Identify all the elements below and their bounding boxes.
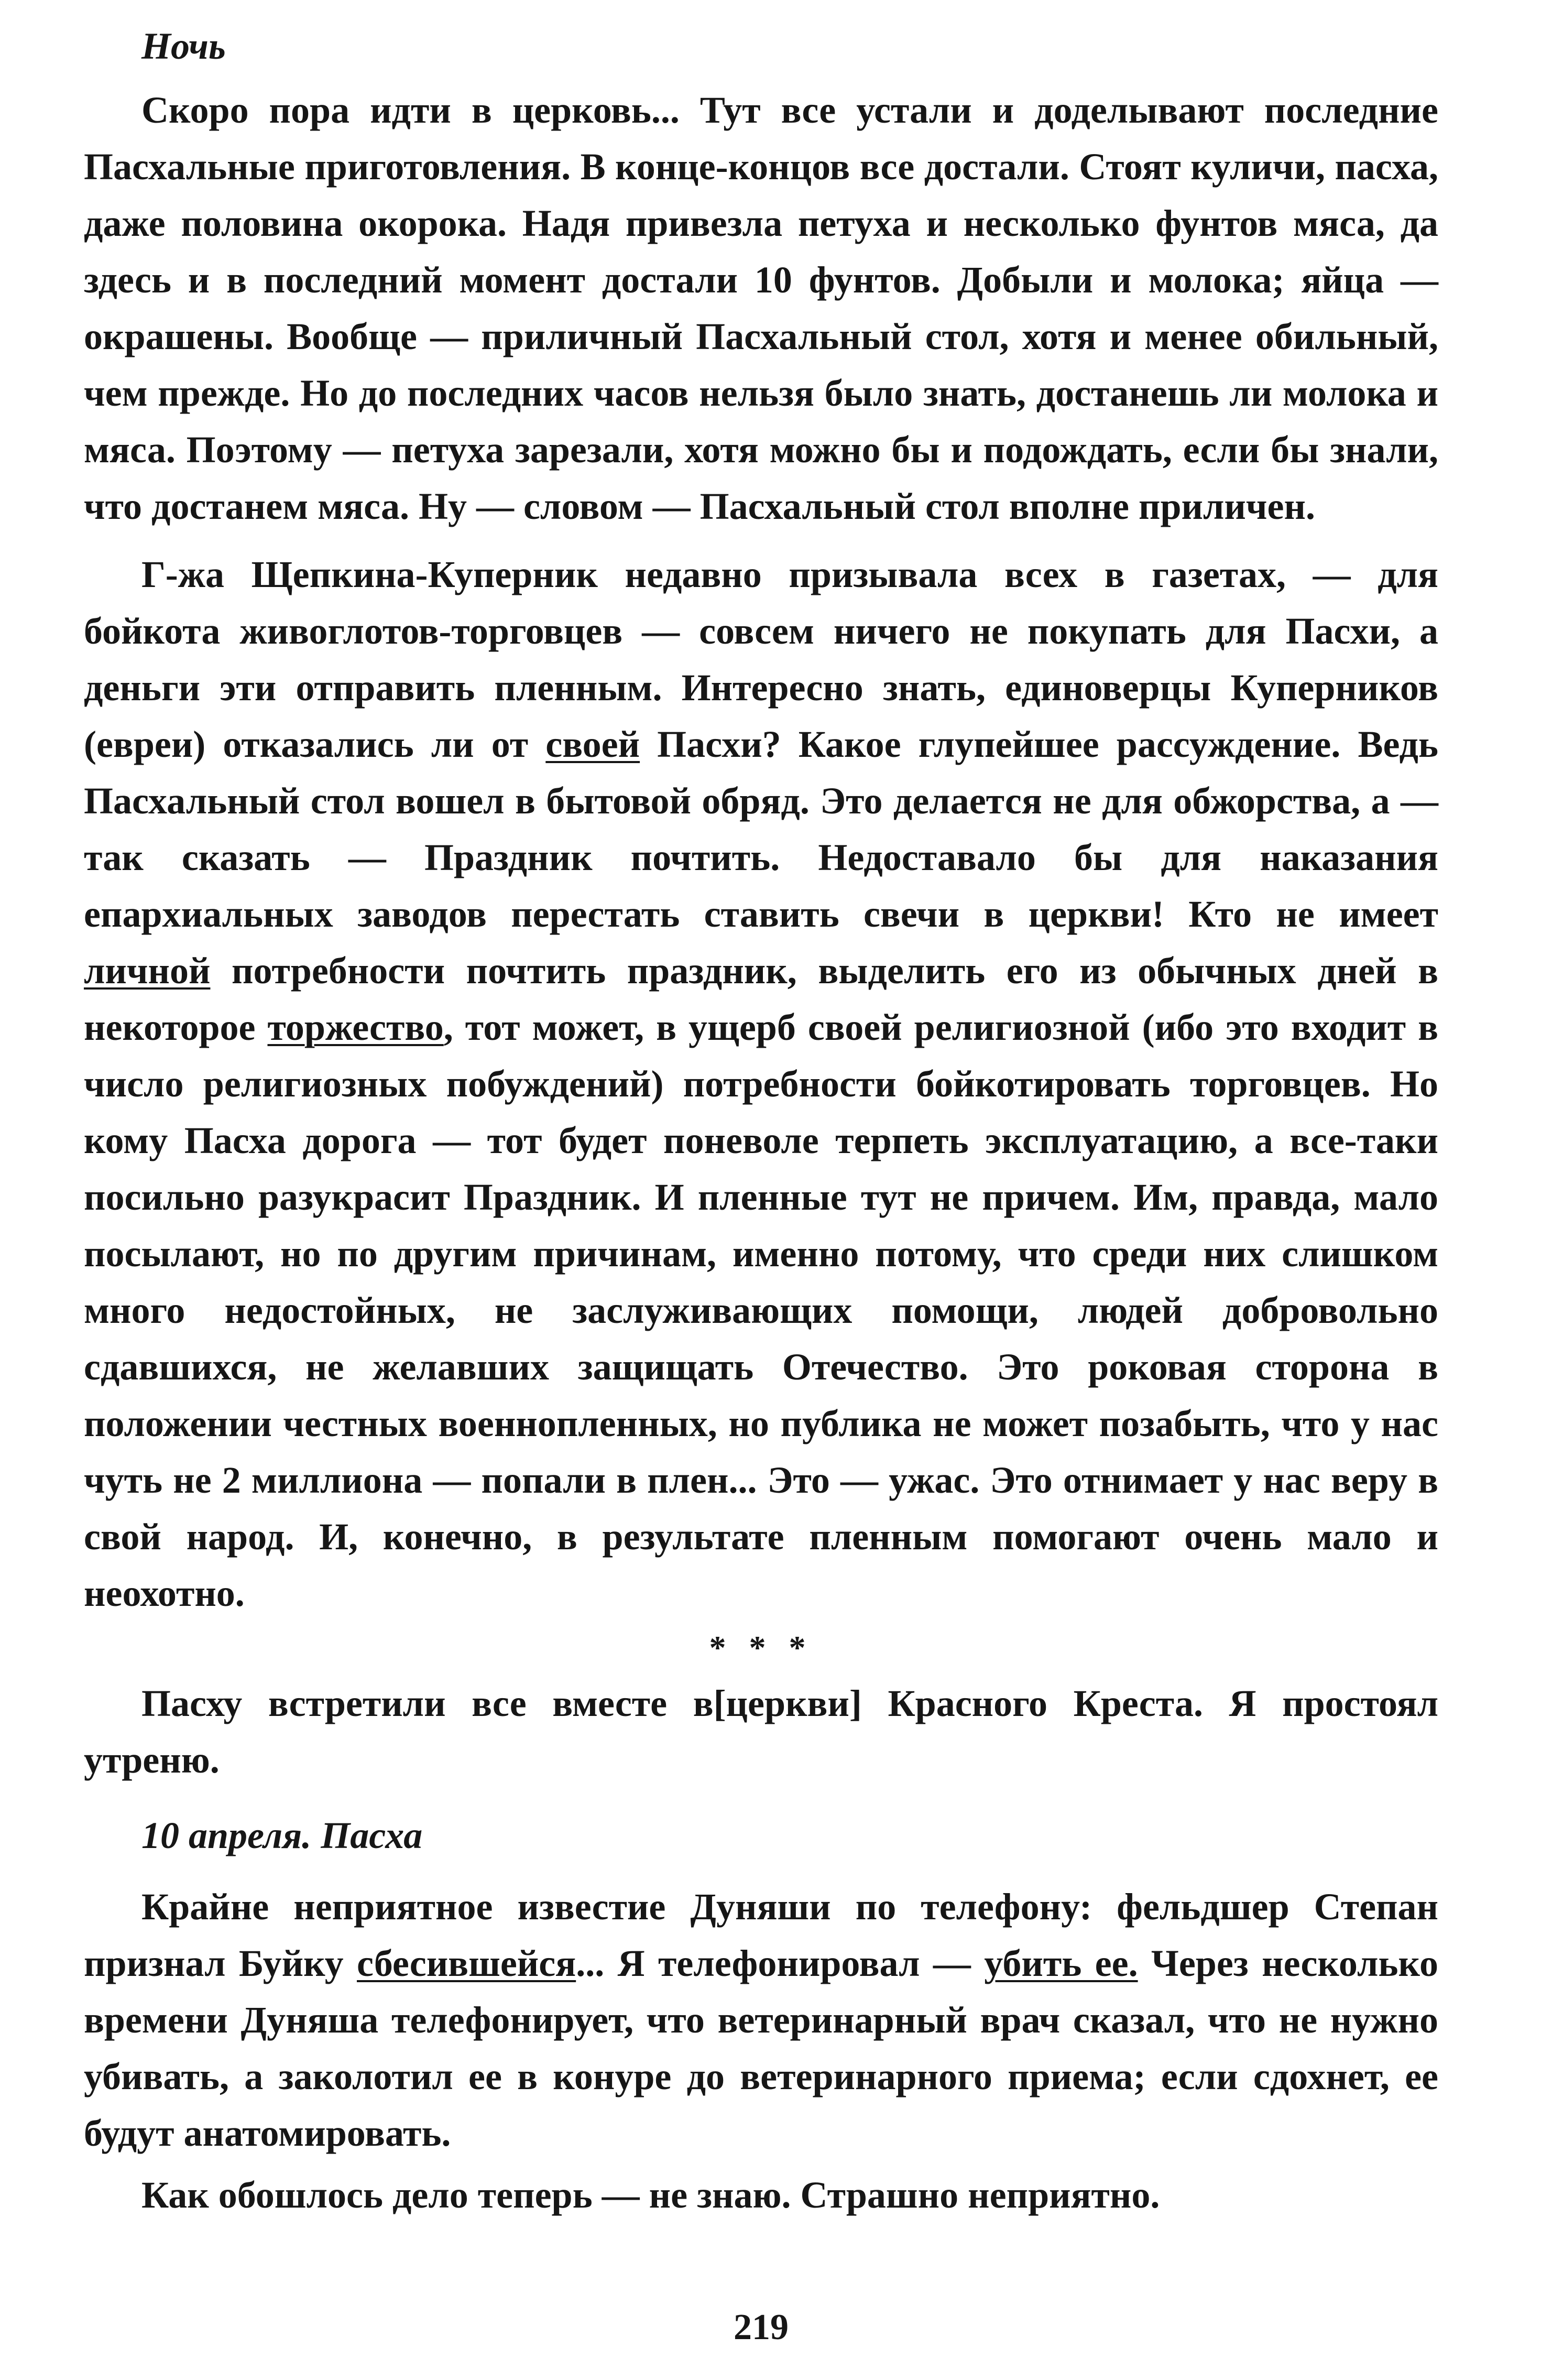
paragraph-easter-preparations bbox=[84, 82, 1438, 535]
underlined-phrase: убить ее. bbox=[984, 1942, 1138, 1984]
underlined-word: личной bbox=[84, 950, 211, 992]
paragraph-text: Пасхи? Какое глупейшее рассуждение. Ведь Пасхальный стол вошел в бытовой обряд. Это делается не для обжорства, а — так сказать — Праздник почтить. Недоставало бы для наказания епархиальных заводов перестать ставить свечи в церкви! Кто не имеет bbox=[84, 723, 1438, 935]
section-heading-night: Ночь bbox=[141, 25, 226, 67]
paragraph-text: , тот может, в ущерб своей религиозной (ибо это входит в число религиозных побуждений) потребности бойкотировать торговцев. Но кому Пасха дорога — тот будет поневоле терпеть эксплуатацию, а все-таки посильно разукрасит Праздник. И пленные тут не причем. Им, правда, мало посылают, но по другим причинам, именно потому, что среди них слишком много недостойных, не заслуживающих помощи, людей добровольно сдавшихся, не желавших защищать Отечество. Это роковая сторона в положении честных военнопленных, но публика не может позабыть, что у нас чуть не 2 миллиона — попали в плен... Это — ужас. Это отнимает у нас веру в свой народ. И, конечно, в результате пленным помогают очень мало и неохотно. bbox=[84, 1006, 1438, 1614]
underlined-word: своей bbox=[545, 723, 640, 765]
page-number: 219 bbox=[734, 2307, 789, 2348]
underlined-word: торжество bbox=[267, 1006, 444, 1048]
paragraph-text: Через несколько времени Дуняша телефонирует, что ветеринарный врач сказал, что не нужно убивать, а заколотил ее в конуре до ветеринарного приема; если сдохнет, ее будут анатомировать. bbox=[84, 1942, 1438, 2154]
paragraph-phone-news bbox=[84, 1878, 1438, 2161]
paragraph-boycott-argument bbox=[84, 546, 1438, 1622]
paragraph-closing bbox=[84, 2167, 1438, 2223]
paragraph-text: Г-жа Щепкина-Куперник недавно призывала всех в газетах, — для бойкота живоглотов-торговцев — совсем ничего не покупать для Пасхи, а деньги эти отправить пленным. Интересно знать, единоверцы Куперников (евреи) отказались ли от bbox=[84, 553, 1438, 765]
paragraph-text: Скоро пора идти в церковь... Тут все устали и доделывают последние Пасхальные приготовления. В конце-концов все достали. Стоят куличи, пасха, даже половина окорока. Надя привезла петуха и несколько фунтов мяса, да здесь и в последний момент достали 10 фунтов. Добыли и молока; яйца — окрашены. Вообще — приличный Пасхальный стол, хотя и менее обильный, чем прежде. Но до последних часов нельзя было знать, достанешь ли молока и мяса. Поэтому — петуха зарезали, хотя можно бы и подождать, если бы знали, что достанем мяса. Ну — словом — Пасхальный стол вполне приличен. bbox=[84, 89, 1438, 527]
paragraph-easter-service: Пасху встретили все вместе в[церкви] Красного Креста. Я простоял утреню. bbox=[84, 1682, 1438, 1781]
paragraph-text: потребности почтить праздник, выделить его из обычных дней в некоторое bbox=[84, 950, 1438, 1048]
paragraph-text: ... Я телефонировал — bbox=[576, 1942, 985, 1984]
paragraph-text: Крайне неприятное известие Дуняши по телефону: фельдшер Степан признал Буйку bbox=[84, 1886, 1438, 1984]
book-page bbox=[84, 21, 1438, 2364]
section-heading-april-10: 10 апреля. Пасха bbox=[141, 1814, 423, 1856]
underlined-word: сбесившейся bbox=[357, 1942, 576, 1984]
paragraph-text: Как обошлось дело теперь — не знаю. Страшно неприятно. bbox=[141, 2174, 1160, 2216]
section-separator: * * * bbox=[709, 1629, 813, 1666]
